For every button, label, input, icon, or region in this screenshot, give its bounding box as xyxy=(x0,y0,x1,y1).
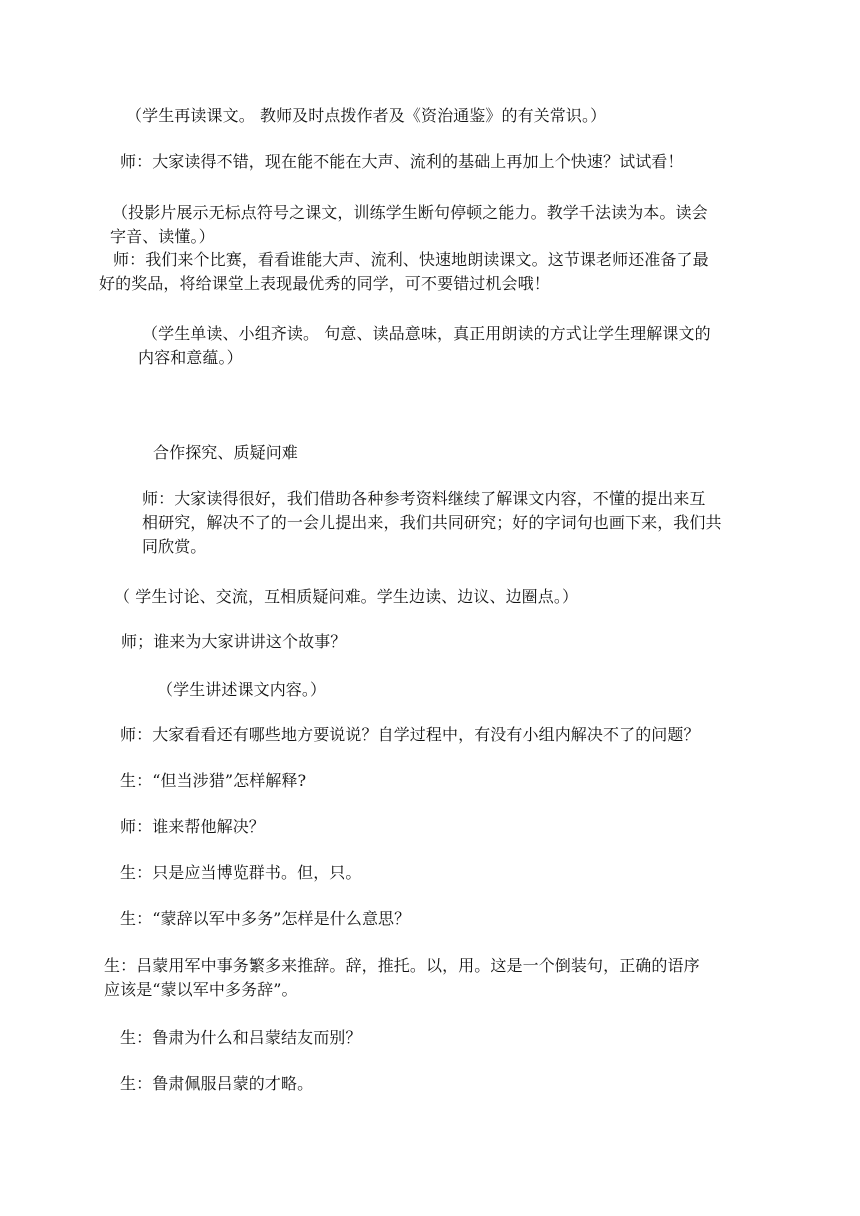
section-heading-cooperation: 合作探究、质疑问难 xyxy=(153,443,298,462)
paragraph-teacher-questions: 师：大家看看还有哪些地方要说说？自学过程中，有没有小组内解决不了的问题？ xyxy=(120,725,700,744)
paragraph-student-question-1: 生：“但当涉猎”怎样解释? xyxy=(120,771,307,790)
paragraph-teacher-research xyxy=(142,487,770,559)
paragraph-teacher-competition-line1: 师：我们来个比赛，看看谁能大声、流利、快速地朗读课文。这节课老师还准备了最 xyxy=(113,250,709,269)
paragraph-teacher-speed: 师：大家读得不错，现在能不能在大声、流利的基础上再加上个快速？试试看！ xyxy=(120,152,684,171)
paragraph-student-answer-3: 生：鲁肃佩服吕蒙的才略。 xyxy=(120,1074,314,1093)
paragraph-student-answer-2-line1: 生：吕蒙用军中事务繁多来推辞。辞，推托。以，用。这是一个倒装句，正确的语序 xyxy=(104,956,700,975)
paragraph-projector-text xyxy=(112,201,772,249)
paragraph-student-answer-2 xyxy=(104,954,774,1002)
paragraph-student-question-3: 生：鲁肃为什么和吕蒙结友而别？ xyxy=(120,1028,362,1047)
paragraph-student-reread: （学生再读课文。 教师及时点拨作者及《资治通鉴》的有关常识。） xyxy=(126,106,607,125)
paragraph-teacher-competition-line2: 好的奖品，将给课堂上表现最优秀的同学，可不要错过机会哦！ xyxy=(99,274,550,293)
paragraph-teacher-story: 师；谁来为大家讲讲这个故事？ xyxy=(121,632,347,651)
paragraph-student-narrate: （学生讲述课文内容。） xyxy=(157,680,327,699)
paragraph-student-reading xyxy=(138,322,770,370)
paragraph-projector-text-line2: 字音、读懂。） xyxy=(110,227,215,246)
paragraph-student-discussion: （ 学生讨论、交流，互相质疑问难。学生边读、边议、边圈点。） xyxy=(114,587,579,606)
paragraph-teacher-research-line2: 相研究，解决不了的一会儿提出来，我们共同研究；好的字词句也画下来，我们共 xyxy=(142,513,722,532)
paragraph-student-question-2: 生：“蒙辞以军中多务”怎样是什么意思？ xyxy=(120,909,411,928)
paragraph-student-reading-line2: 内容和意蕴。） xyxy=(138,348,243,367)
paragraph-teacher-who-helps: 师：谁来帮他解决？ xyxy=(120,817,265,836)
paragraph-teacher-competition xyxy=(99,248,773,296)
paragraph-projector-text-line1: （投影片展示无标点符号之课文，训练学生断句停顿之能力。教学千法读为本。读会 xyxy=(112,203,708,222)
paragraph-student-answer-2-line2: 应该是“蒙以军中多务辞”。 xyxy=(104,980,298,999)
paragraph-teacher-research-line3: 同欣赏。 xyxy=(142,537,207,556)
paragraph-teacher-research-line1: 师：大家读得很好，我们借助各种参考资料继续了解课文内容，不懂的提出来互 xyxy=(142,489,706,508)
paragraph-student-reading-line1: （学生单读、小组齐读。 句意、读品意味，真正用朗读的方式让学生理解课文的 xyxy=(142,324,711,343)
paragraph-student-answer-1: 生：只是应当博览群书。但，只。 xyxy=(120,863,362,882)
